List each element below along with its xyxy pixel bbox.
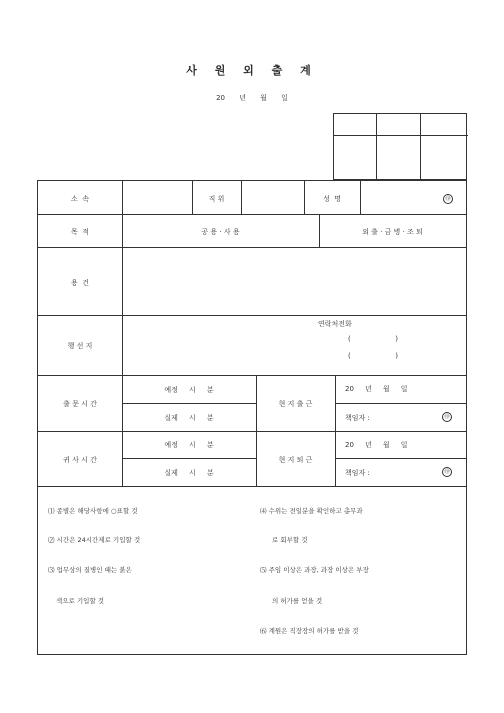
note-3: ⑶ 업무상의 질병인 때는 붉은 [48,566,132,574]
row-line [38,375,466,376]
label-site-arrival: 현 지 출 근 [278,400,313,408]
note-3-continued: 색으로 기입할 것 [56,597,105,605]
row-line [122,403,256,404]
contact-phone-field-1[interactable]: ( ) [348,335,398,343]
row-line [38,214,466,215]
label-site-leave: 현 지 퇴 근 [278,456,313,464]
seal-icon: ㊞ [442,467,452,477]
col-line [241,181,242,214]
label-position: 직 위 [208,195,225,203]
approval-divider [334,135,468,136]
purpose-type-options[interactable]: 공 용 · 사 용 [201,228,240,236]
approval-box [333,113,467,180]
contact-phone-label: 연락처전화 [318,320,352,328]
label-name: 성 명 [323,195,341,203]
note-5: ⑸ 주임 이상은 과장, 과장 이상은 부장 [260,566,369,574]
label-destination: 행 선 지 [67,342,93,350]
departure-actual-time[interactable]: 실제 시 분 [164,414,214,422]
seal-icon: ㊞ [443,194,453,204]
note-4: ⑷ 수위는 전일분을 확인하고 총무과 [260,507,363,515]
note-2: ⑵ 시간은 24시간제로 기입할 것 [48,536,141,544]
label-departure-time: 출 문 시 간 [63,400,97,408]
date-line: 20 년 월 일 [216,94,288,102]
return-actual-time[interactable]: 실제 시 분 [164,469,214,477]
col-line [360,181,361,214]
return-date-line: 20 년 월 일 [345,441,408,449]
row-line [335,458,466,459]
row-line [38,315,466,316]
contact-phone-field-2[interactable]: ( ) [348,352,398,360]
row-line [38,431,466,432]
label-department: 소 속 [71,195,89,203]
label-return-time: 귀 사 시 간 [63,456,97,464]
note-6: ⑹ 계원은 직장장의 허가를 받을 것 [260,627,359,635]
errand-field[interactable] [123,248,466,314]
departure-planned-time[interactable]: 예정 시 분 [164,386,214,394]
outing-form [37,180,467,655]
col-line [335,375,336,486]
label-errand: 용 건 [71,279,89,287]
return-manager-label: 책임자 : [345,469,370,477]
row-line [335,403,466,404]
outing-type-options[interactable]: 외 출 · 금 병 · 조 퇴 [362,228,423,236]
return-planned-time[interactable]: 예정 시 분 [164,441,214,449]
col-line [256,375,257,486]
seal-icon: ㊞ [442,412,452,422]
note-5-continued: 의 허가를 얻을 것 [272,597,323,605]
departure-manager-label: 책임자 : [345,414,370,422]
note-1: ⑴ 종별은 해당사항에 ○표할 것 [48,507,138,515]
approval-cell-2 [376,114,421,181]
row-line [38,486,466,487]
label-purpose: 목 적 [71,228,89,236]
row-line [122,458,256,459]
note-4-continued: 로 회부할 것 [272,536,308,544]
document-title: 사 원 외 출 계 [186,64,318,77]
departure-date-line: 20 년 월 일 [345,385,408,393]
approval-cell-1 [334,114,377,181]
